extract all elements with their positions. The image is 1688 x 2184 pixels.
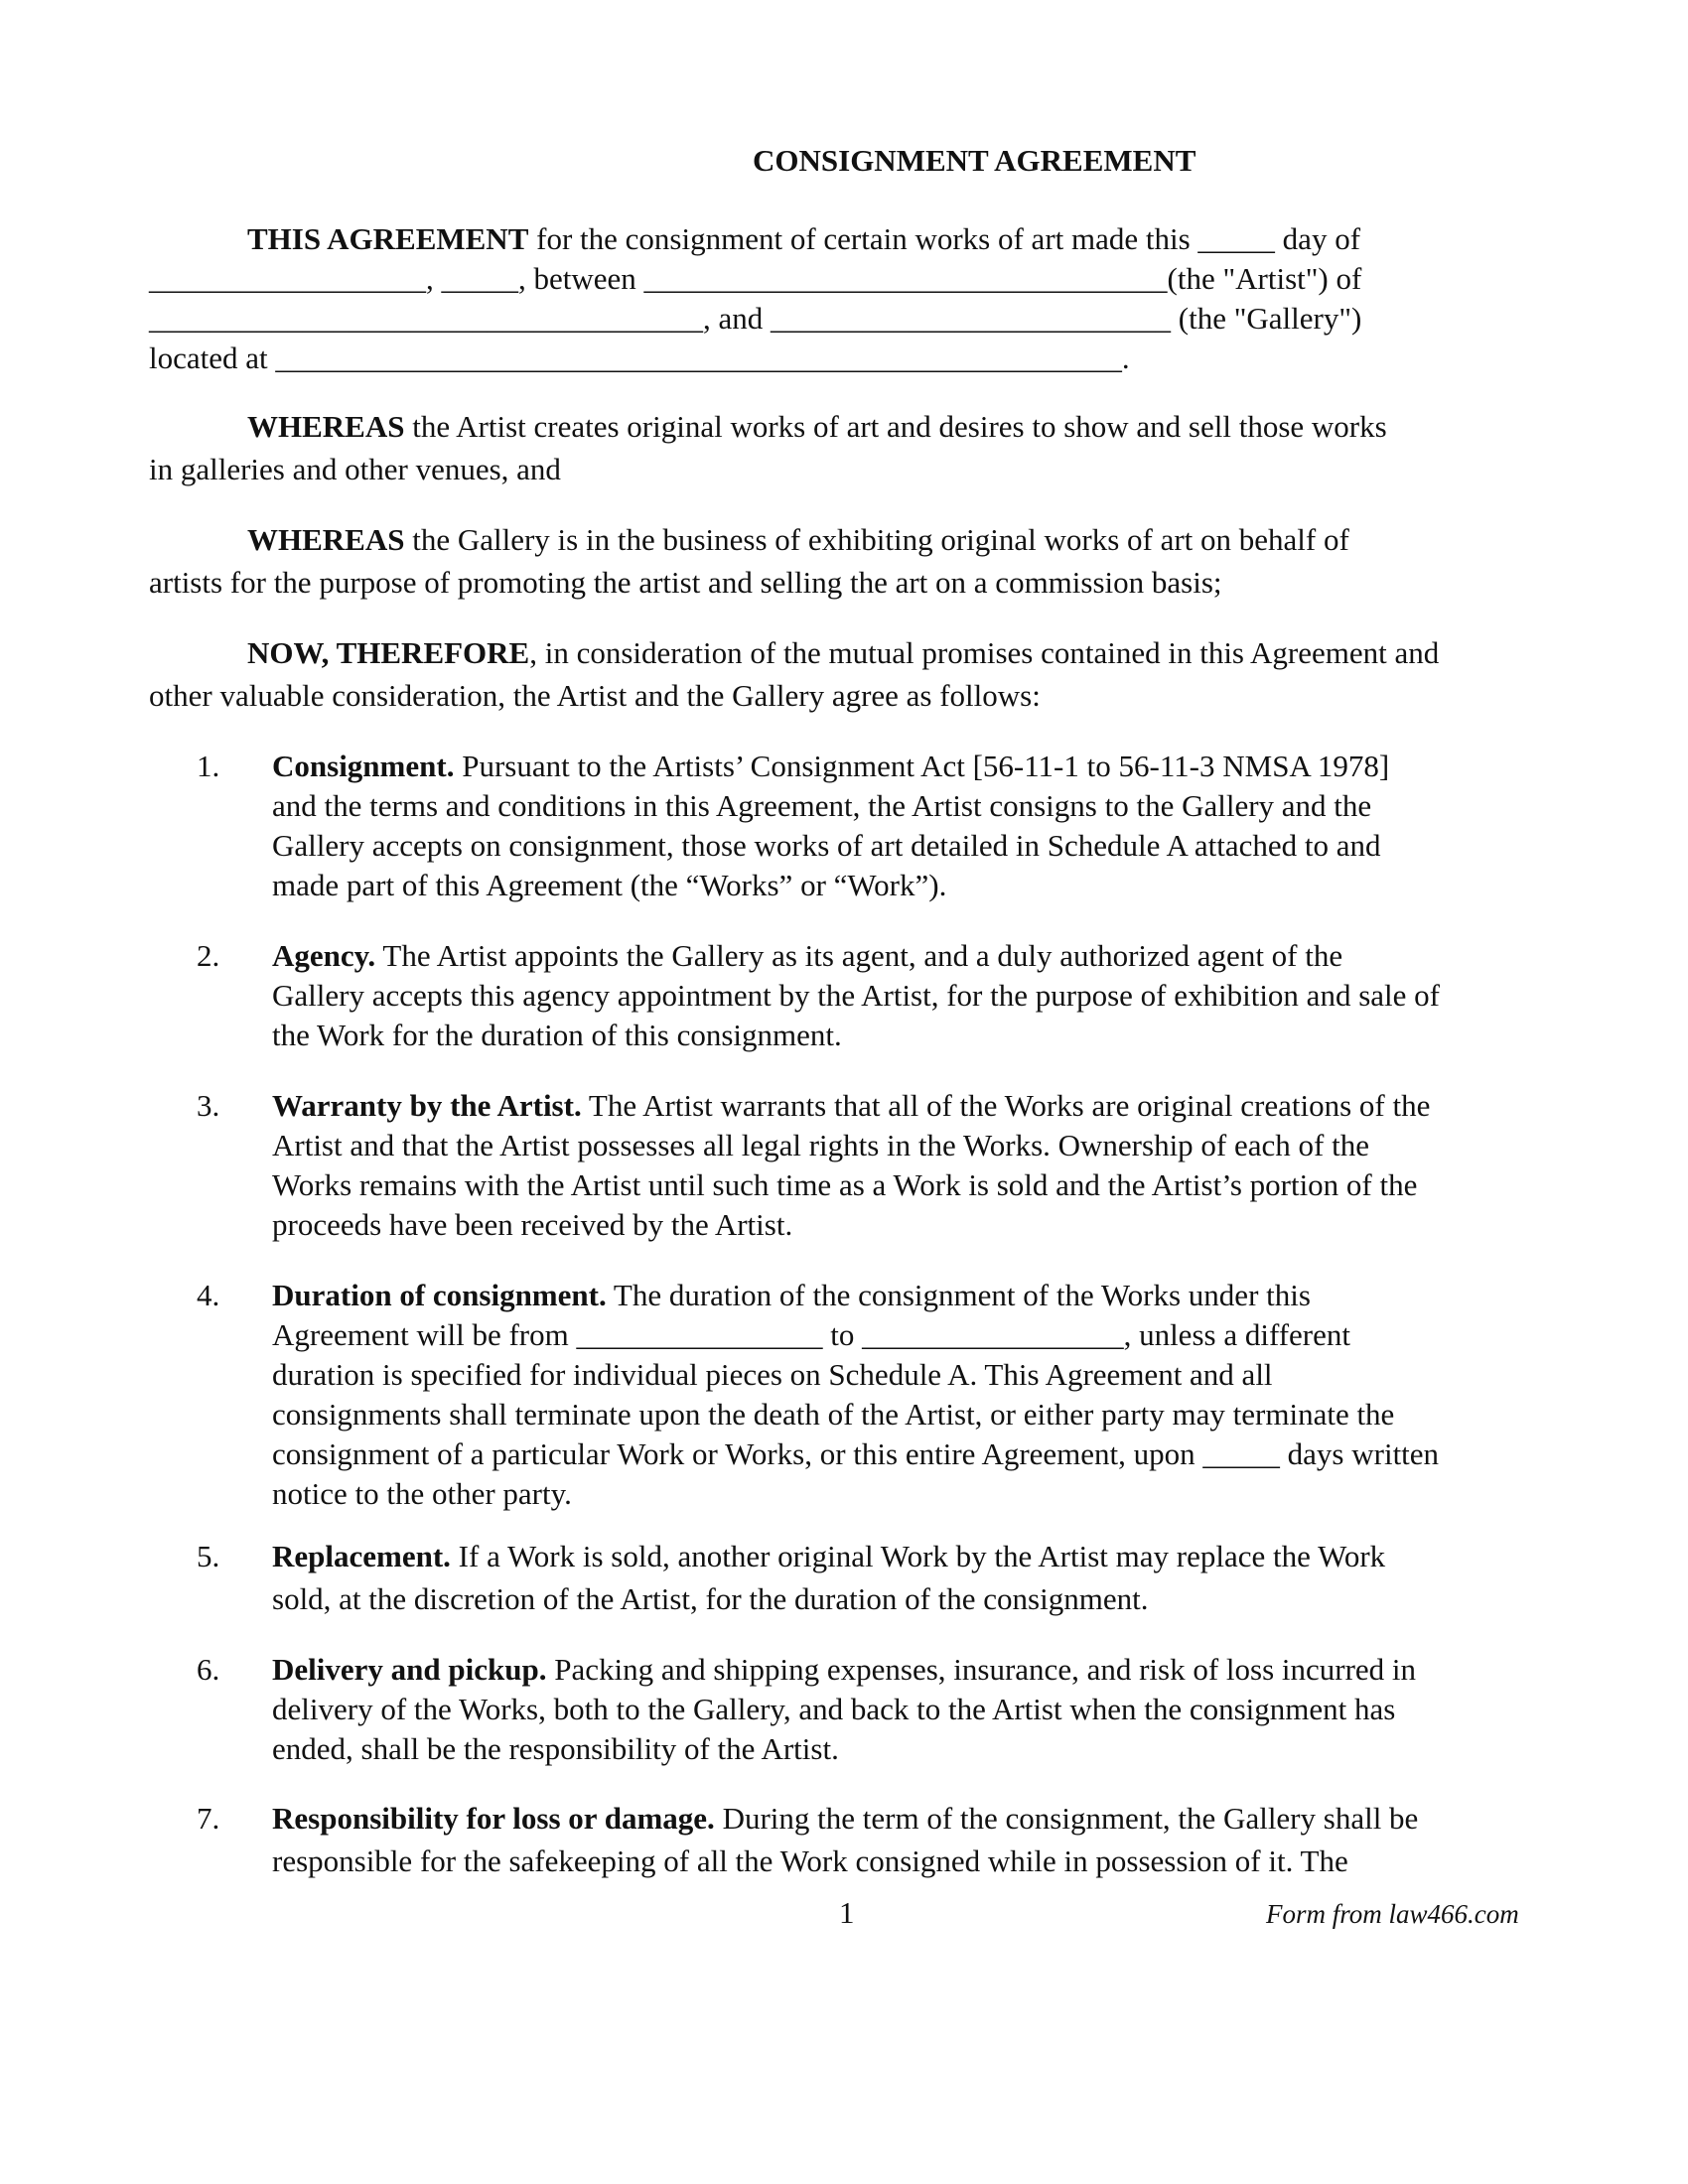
clause-number: 7. (197, 1801, 220, 1836)
clause-line: the Work for the duration of this consignment. (272, 1018, 842, 1052)
clause-heading: Agency. (272, 938, 376, 973)
intro-line (149, 219, 1529, 259)
whereas-line: in galleries and other venues, and (149, 452, 561, 486)
clause-line: duration is specified for individual pieces on Schedule A. This Agreement and all (272, 1357, 1273, 1392)
clause-text (272, 1799, 1529, 1881)
intro-paragraph (149, 219, 1529, 378)
clause-line: Gallery accepts on consignment, those works of art detailed in Schedule A attached to and (272, 828, 1381, 863)
whereas-paragraph (149, 407, 1529, 489)
clause-heading: Consignment. (272, 749, 455, 783)
whereas-line-text: the Gallery is in the business of exhibiting original works of art on behalf of (404, 522, 1349, 557)
clause-line: and the terms and conditions in this Agreement, the Artist consigns to the Gallery and the (272, 788, 1372, 823)
form-source-note: Form from law466.com (1266, 1899, 1519, 1929)
clause-line (272, 1650, 1529, 1690)
clause-heading: Replacement. (272, 1539, 451, 1573)
document-title: CONSIGNMENT AGREEMENT (753, 143, 1196, 178)
clause-number: 1. (197, 749, 220, 783)
clause-line: notice to the other party. (272, 1476, 572, 1511)
clause-line: responsible for the safekeeping of all the Work consigned while in possession of it. The (272, 1843, 1348, 1878)
clause-line-text: The duration of the consignment of the Works under this (606, 1278, 1311, 1312)
intro-line: located at _______________________________________________________. (149, 341, 1130, 375)
clause-line (272, 1537, 1529, 1576)
clause-line-text: If a Work is sold, another original Work by the Artist may replace the Work (450, 1539, 1386, 1573)
clause-number: 2. (197, 938, 220, 973)
whereas-lead: WHEREAS (247, 409, 405, 444)
whereas-line (149, 520, 1529, 560)
clause-line (272, 747, 1529, 786)
clause-number: 4. (197, 1278, 220, 1312)
clause-heading: Duration of consignment. (272, 1278, 607, 1312)
clause-text (272, 1276, 1529, 1514)
whereas-paragraph (149, 520, 1529, 603)
clause-line (272, 936, 1529, 976)
clause-text (272, 1537, 1529, 1619)
now-therefore-line (149, 633, 1529, 673)
clause-text (272, 1650, 1529, 1769)
clause-line: Works remains with the Artist until such time as a Work is sold and the Artist’s portion of the (272, 1167, 1418, 1202)
clause-text (272, 747, 1529, 905)
clause-line-text: Packing and shipping expenses, insurance, and risk of loss incurred in (546, 1652, 1417, 1687)
now-therefore-line-text: , in consideration of the mutual promises contained in this Agreement and (529, 635, 1440, 670)
clause-line-text: The Artist appoints the Gallery as its agent, and a duly authorized agent of the (375, 938, 1343, 973)
clause-text (272, 1086, 1529, 1245)
whereas-line-text: the Artist creates original works of art and desires to show and sell those works (404, 409, 1387, 444)
clause-number: 5. (197, 1539, 220, 1573)
clause-line (272, 1799, 1529, 1839)
intro-lead: THIS AGREEMENT (247, 221, 529, 256)
clause-line: made part of this Agreement (the “Works” or “Work”). (272, 868, 947, 902)
clause-line: Agreement will be from ________________ to _________________, unless a different (272, 1317, 1350, 1352)
clause-line (272, 1276, 1529, 1315)
clause-line: delivery of the Works, both to the Gallery, and back to the Artist when the consignment has (272, 1692, 1396, 1726)
clause-heading: Delivery and pickup. (272, 1652, 547, 1687)
clause-text (272, 936, 1529, 1055)
clause-line (272, 1086, 1529, 1126)
clause-line: ended, shall be the responsibility of the Artist. (272, 1731, 839, 1766)
intro-line: ____________________________________, and __________________________ (the "Gallery") (149, 301, 1362, 336)
now-therefore-line: other valuable consideration, the Artist and the Gallery agree as follows: (149, 678, 1041, 713)
clause-number: 3. (197, 1088, 220, 1123)
clause-line-text: Pursuant to the Artists’ Consignment Act [56-11-1 to 56-11-3 NMSA 1978] (454, 749, 1390, 783)
intro-line-text: for the consignment of certain works of art made this _____ day of (528, 221, 1361, 256)
clause-heading: Warranty by the Artist. (272, 1088, 582, 1123)
now-therefore-lead: NOW, THEREFORE (247, 635, 530, 670)
clause-line: consignment of a particular Work or Works, or this entire Agreement, upon _____ days written (272, 1436, 1440, 1471)
whereas-line (149, 407, 1529, 447)
clause-line: Gallery accepts this agency appointment by the Artist, for the purpose of exhibition and sale of (272, 978, 1440, 1013)
clause-heading: Responsibility for loss or damage. (272, 1801, 715, 1836)
whereas-line: artists for the purpose of promoting the artist and selling the art on a commission basis; (149, 565, 1222, 600)
clause-line: sold, at the discretion of the Artist, for the duration of the consignment. (272, 1581, 1149, 1616)
intro-line: __________________, _____, between __________________________________(the "Artist") of (149, 261, 1362, 296)
clause-line: proceeds have been received by the Artist. (272, 1207, 793, 1242)
clause-number: 6. (197, 1652, 220, 1687)
whereas-lead: WHEREAS (247, 522, 405, 557)
clause-line-text: During the term of the consignment, the Gallery shall be (714, 1801, 1419, 1836)
now-therefore-paragraph (149, 633, 1529, 716)
clause-line: consignments shall terminate upon the death of the Artist, or either party may terminate the (272, 1397, 1395, 1432)
clause-line-text: The Artist warrants that all of the Works are original creations of the (581, 1088, 1431, 1123)
page-number: 1 (839, 1895, 855, 1930)
clause-line: Artist and that the Artist possesses all legal rights in the Works. Ownership of each of the (272, 1128, 1369, 1162)
